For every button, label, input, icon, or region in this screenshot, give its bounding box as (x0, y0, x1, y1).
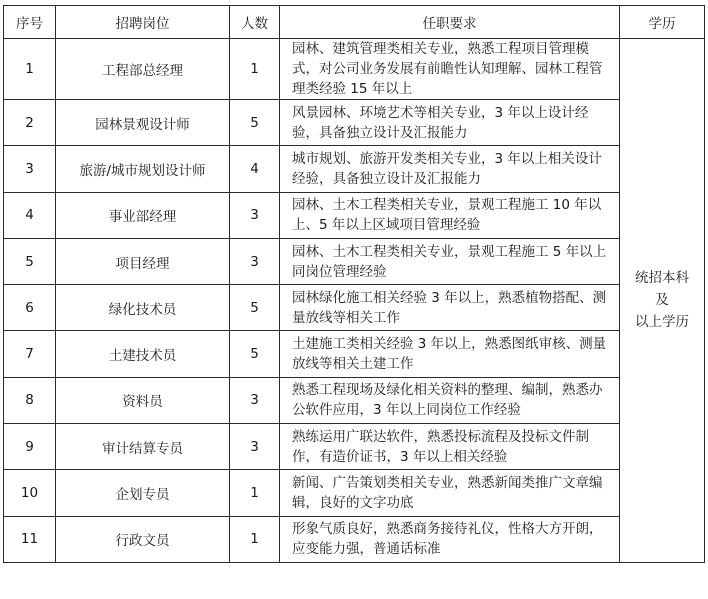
row-no: 4 (4, 192, 56, 238)
row-count: 4 (230, 146, 280, 192)
header-count: 人数 (230, 6, 280, 39)
table-row (4, 238, 705, 284)
row-no: 6 (4, 285, 56, 331)
row-count: 5 (230, 331, 280, 377)
table-row (4, 377, 705, 423)
education-line-3: 以上学历 (635, 314, 689, 331)
education-cell (620, 39, 705, 563)
recruitment-table (3, 5, 705, 563)
row-requirement: 土建施工类相关经验 3 年以上，熟悉图纸审核、测量放线等相关土建工作 (280, 331, 620, 377)
row-count: 3 (230, 192, 280, 238)
table-row (4, 516, 705, 562)
row-no: 8 (4, 377, 56, 423)
row-position: 行政文员 (56, 516, 230, 562)
row-position: 企划专员 (56, 470, 230, 516)
row-count: 5 (230, 285, 280, 331)
education-line-1: 统招本科 (635, 270, 689, 287)
row-position: 园林景观设计师 (56, 100, 230, 146)
row-count: 3 (230, 377, 280, 423)
header-position: 招聘岗位 (56, 6, 230, 39)
header-row (4, 6, 705, 39)
row-count: 3 (230, 424, 280, 470)
table-row (4, 146, 705, 192)
row-count: 3 (230, 238, 280, 284)
row-requirement: 园林、土木工程类相关专业，景观工程施工 10 年以上、5 年以上区域项目管理经验 (280, 192, 620, 238)
header-requirement: 任职要求 (280, 6, 620, 39)
row-no: 9 (4, 424, 56, 470)
table-row (4, 470, 705, 516)
row-requirement: 园林绿化施工相关经验 3 年以上，熟悉植物搭配、测量放线等相关工作 (280, 285, 620, 331)
row-requirement: 城市规划、旅游开发类相关专业，3 年以上相关设计经验，具备独立设计及汇报能力 (280, 146, 620, 192)
row-position: 工程部总经理 (56, 39, 230, 100)
row-no: 2 (4, 100, 56, 146)
row-no: 7 (4, 331, 56, 377)
row-requirement: 形象气质良好，熟悉商务接待礼仪，性格大方开朗，应变能力强，普通话标准 (280, 516, 620, 562)
row-position: 绿化技术员 (56, 285, 230, 331)
row-count: 5 (230, 100, 280, 146)
row-count: 1 (230, 39, 280, 100)
row-no: 10 (4, 470, 56, 516)
row-position: 土建技术员 (56, 331, 230, 377)
row-no: 11 (4, 516, 56, 562)
row-position: 事业部经理 (56, 192, 230, 238)
row-requirement: 新闻、广告策划类相关专业，熟悉新闻类推广文章编辑，良好的文字功底 (280, 470, 620, 516)
row-no: 3 (4, 146, 56, 192)
table-row (4, 100, 705, 146)
header-education: 学历 (620, 6, 705, 39)
table-row (4, 331, 705, 377)
row-no: 5 (4, 238, 56, 284)
table-row (4, 424, 705, 470)
header-no: 序号 (4, 6, 56, 39)
row-requirement: 园林、土木工程类相关专业，景观工程施工 5 年以上同岗位管理经验 (280, 238, 620, 284)
row-count: 1 (230, 470, 280, 516)
row-count: 1 (230, 516, 280, 562)
table-row (4, 39, 705, 100)
row-position: 资料员 (56, 377, 230, 423)
row-requirement: 熟练运用广联达软件，熟悉投标流程及投标文件制作，有造价证书，3 年以上相关经验 (280, 424, 620, 470)
row-requirement: 园林、建筑管理类相关专业，熟悉工程项目管理模式，对公司业务发展有前瞻性认知理解、园林工程管理类经验 15 年以上 (280, 39, 620, 100)
row-no: 1 (4, 39, 56, 100)
row-requirement: 熟悉工程现场及绿化相关资料的整理、编制，熟悉办公软件应用，3 年以上同岗位工作经验 (280, 377, 620, 423)
row-position: 项目经理 (56, 238, 230, 284)
table-row (4, 285, 705, 331)
education-line-2: 及 (655, 292, 669, 309)
row-position: 旅游/城市规划设计师 (56, 146, 230, 192)
row-requirement: 风景园林、环境艺术等相关专业，3 年以上设计经验，具备独立设计及汇报能力 (280, 100, 620, 146)
row-position: 审计结算专员 (56, 424, 230, 470)
table-row (4, 192, 705, 238)
